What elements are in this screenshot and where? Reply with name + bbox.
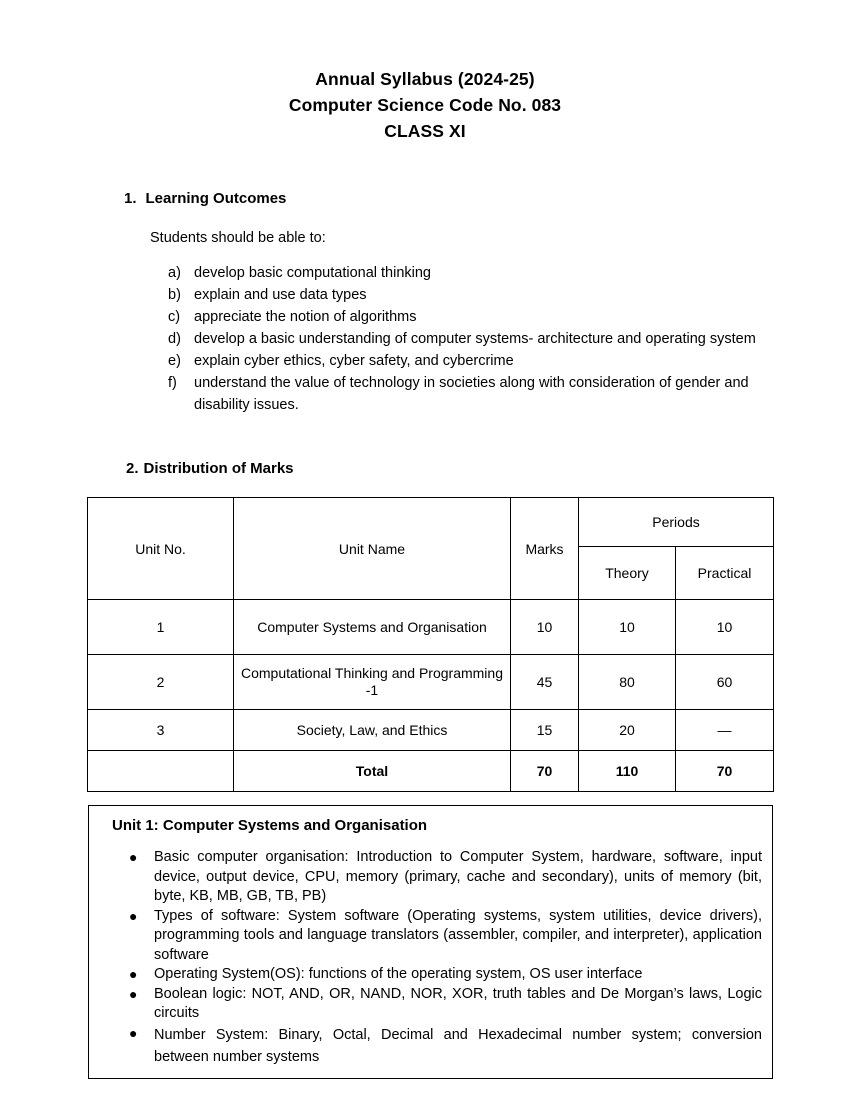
list-text: develop basic computational thinking [194,265,431,281]
list-text: Operating System(OS): functions of the operating system, OS user interface [154,966,643,982]
section-number: 2. [126,460,139,477]
cell-total-label: Total [234,751,511,792]
section-title: Learning Outcomes [145,190,287,207]
cell-practical: — [676,710,774,751]
column-header-unit-no: Unit No. [88,498,234,600]
list-text: Boolean logic: NOT, AND, OR, NAND, NOR, XOR, truth tables and De Morgan’s laws, Logic circuits [154,985,762,1021]
cell-marks: 15 [511,710,579,751]
title-line-2: Computer Science Code No. 083 [288,95,562,115]
list-text: appreciate the notion of algorithms [194,309,417,325]
title-line-1: Annual Syllabus (2024-25) [315,69,535,89]
cell-theory: 80 [579,655,676,710]
cell-unit-no [88,751,234,792]
list-text: Basic computer organisation: Introduction to Computer System, hardware, software, input device, output device, CPU, memory (primary, cache and secondary), units of memory (bit, byte, KB, MB, GB, TB, PB) [154,849,762,904]
learning-outcomes-intro: Students should be able to: [150,230,326,246]
list-item [168,328,768,350]
bullet-icon: ● [129,849,138,865]
column-header-practical: Practical [676,547,774,600]
cell-theory: 10 [579,600,676,655]
cell-total-practical: 70 [676,751,774,792]
unit-1-content-box [88,805,773,1079]
cell-unit-name: Society, Law, and Ethics [234,710,511,751]
title-line-3: CLASS XI [384,121,466,141]
column-header-unit-name: Unit Name [234,498,511,600]
list-item [168,350,768,372]
column-header-marks: Marks [511,498,579,600]
section-heading-distribution-of-marks [126,460,294,477]
cell-practical: 60 [676,655,774,710]
section-heading-learning-outcomes [124,190,286,207]
document-title [0,66,850,144]
bullet-icon: ● [129,1024,138,1041]
list-item [168,284,768,306]
cell-total-marks: 70 [511,751,579,792]
cell-unit-name: Computer Systems and Organisation [234,600,511,655]
bullet-icon: ● [129,907,138,924]
list-text: explain cyber ethics, cyber safety, and cybercrime [194,353,514,369]
list-item [168,262,768,284]
cell-marks: 45 [511,655,579,710]
list-marker: f) [168,375,177,391]
cell-theory: 20 [579,710,676,751]
table-row [88,710,774,751]
list-marker: a) [168,265,181,281]
unit-1-topic-list [99,848,762,1068]
cell-unit-name: Computational Thinking and Programming -1 [234,655,511,710]
cell-unit-no: 2 [88,655,234,710]
list-item [99,985,762,1024]
list-item [99,965,762,985]
section-title: Distribution of Marks [143,460,294,477]
cell-unit-no: 3 [88,710,234,751]
bullet-icon: ● [129,966,138,982]
section-number: 1. [124,190,137,207]
list-item [168,306,768,328]
unit-1-title: Unit 1: Computer Systems and Organisation [112,817,428,834]
distribution-of-marks-table [87,497,774,792]
table-header-row [88,498,774,547]
list-item [99,1024,762,1068]
list-item [99,907,762,966]
table-row [88,600,774,655]
list-marker: c) [168,309,181,325]
list-marker: d) [168,331,181,347]
list-text: Number System: Binary, Octal, Decimal and Hexadecimal number system; conversion between number systems [154,1026,762,1065]
learning-outcomes-list [168,262,768,416]
cell-total-theory: 110 [579,751,676,792]
list-text: Types of software: System software (Operating systems, system utilities, device drivers), programming tools and language translators (assembler, compiler, and interpreter), application software [154,907,762,963]
cell-practical: 10 [676,600,774,655]
cell-marks: 10 [511,600,579,655]
list-marker: b) [168,287,181,303]
table-total-row [88,751,774,792]
list-marker: e) [168,353,181,369]
list-item [99,848,762,907]
list-text: explain and use data types [194,287,367,303]
column-header-periods: Periods [579,498,774,547]
bullet-icon: ● [129,985,138,1002]
list-text: understand the value of technology in societies along with consideration of gender and disability issues. [194,375,749,413]
cell-unit-no: 1 [88,600,234,655]
list-text: develop a basic understanding of computer systems- architecture and operating system [194,331,756,347]
column-header-theory: Theory [579,547,676,600]
list-item [168,372,768,416]
table-row [88,655,774,710]
